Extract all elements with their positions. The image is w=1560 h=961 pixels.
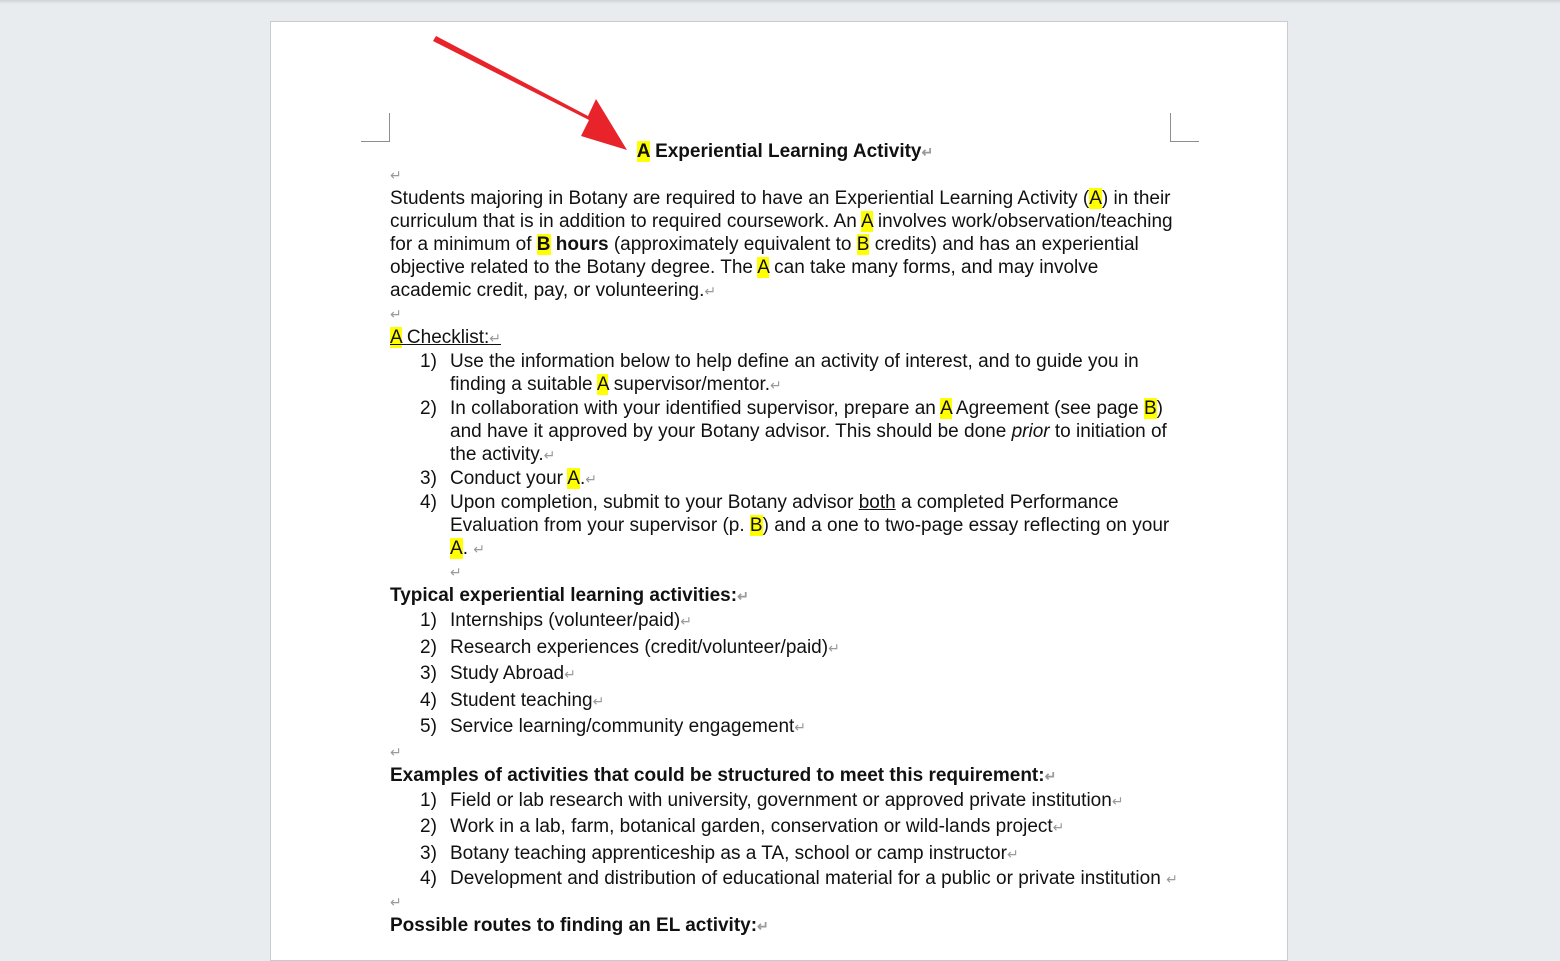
list-item: 2) In collaboration with your identified supervisor, prepare an A Agreement (see page B) and have it approved by your Botany advisor. This should be done prior to initiation of the activity.↵ — [420, 398, 1167, 465]
window-top-edge — [0, 0, 1560, 4]
list-item: 4) Student teaching↵ — [420, 689, 605, 711]
list-item: 2) Work in a lab, farm, botanical garden, conservation or wild-lands project↵ — [420, 816, 1065, 837]
list-item: 3) Botany teaching apprenticeship as a TA, school or camp instructor↵ — [420, 842, 1019, 864]
list-item: 1) Internships (volunteer/paid)↵ — [420, 610, 692, 631]
list-item: 2) Research experiences (credit/volunteer/paid)↵ — [420, 636, 840, 658]
document-page[interactable] — [270, 21, 1288, 961]
list-item: 1) Use the information below to help define an activity of interest, and to guide you in finding a suitable A supervisor/mentor.↵ — [420, 351, 1139, 395]
page-title: A Experiential Learning Activity↵ — [636, 141, 934, 162]
list-item: 4) Development and distribution of educational material for a public or private institution ↵ — [420, 868, 1178, 889]
paragraph-mark: ↵ — [390, 167, 402, 183]
examples-heading: Examples of activities that could be structured to meet this requirement:↵ — [390, 764, 1057, 786]
list-item: 4) Upon completion, submit to your Botany advisor both a completed Performance Evaluation from your supervisor (p. B) and a one to two-page essay reflecting on your A. ↵ — [420, 492, 1170, 559]
crop-mark-top-right-icon — [1170, 113, 1199, 142]
routes-heading: Possible routes to finding an EL activity:↵ — [390, 915, 769, 936]
typical-heading: Typical experiential learning activities:↵ — [390, 585, 749, 606]
paragraph-mark: ↵ — [390, 894, 402, 910]
list-item: 1) Field or lab research with university, government or approved private institution↵ — [420, 789, 1124, 811]
paragraph-mark: ↵ — [390, 743, 402, 760]
paragraph-mark: ↵ — [390, 306, 402, 322]
list-item: 3) Study Abroad↵ — [420, 663, 576, 684]
paragraph-mark: ↵ — [450, 564, 462, 580]
list-item: 3) Conduct your A.↵ — [420, 468, 597, 489]
checklist-heading: A Checklist:↵ — [390, 327, 501, 348]
crop-mark-top-left-icon — [361, 113, 390, 142]
list-item: 5) Service learning/community engagement↵ — [420, 716, 807, 737]
intro-paragraph: Students majoring in Botany are required to have an Experiential Learning Activity (A) in their curriculum that is in addition to required coursework. An A involves work/observation/teaching for a minimum of B hours (approximately equivalent to B credits) and has an experiential objective related to the Botany degree. The A can take many forms, and may involve academic credit, pay, or volunteering.↵ — [390, 188, 1173, 301]
document-body[interactable] — [390, 140, 1180, 938]
